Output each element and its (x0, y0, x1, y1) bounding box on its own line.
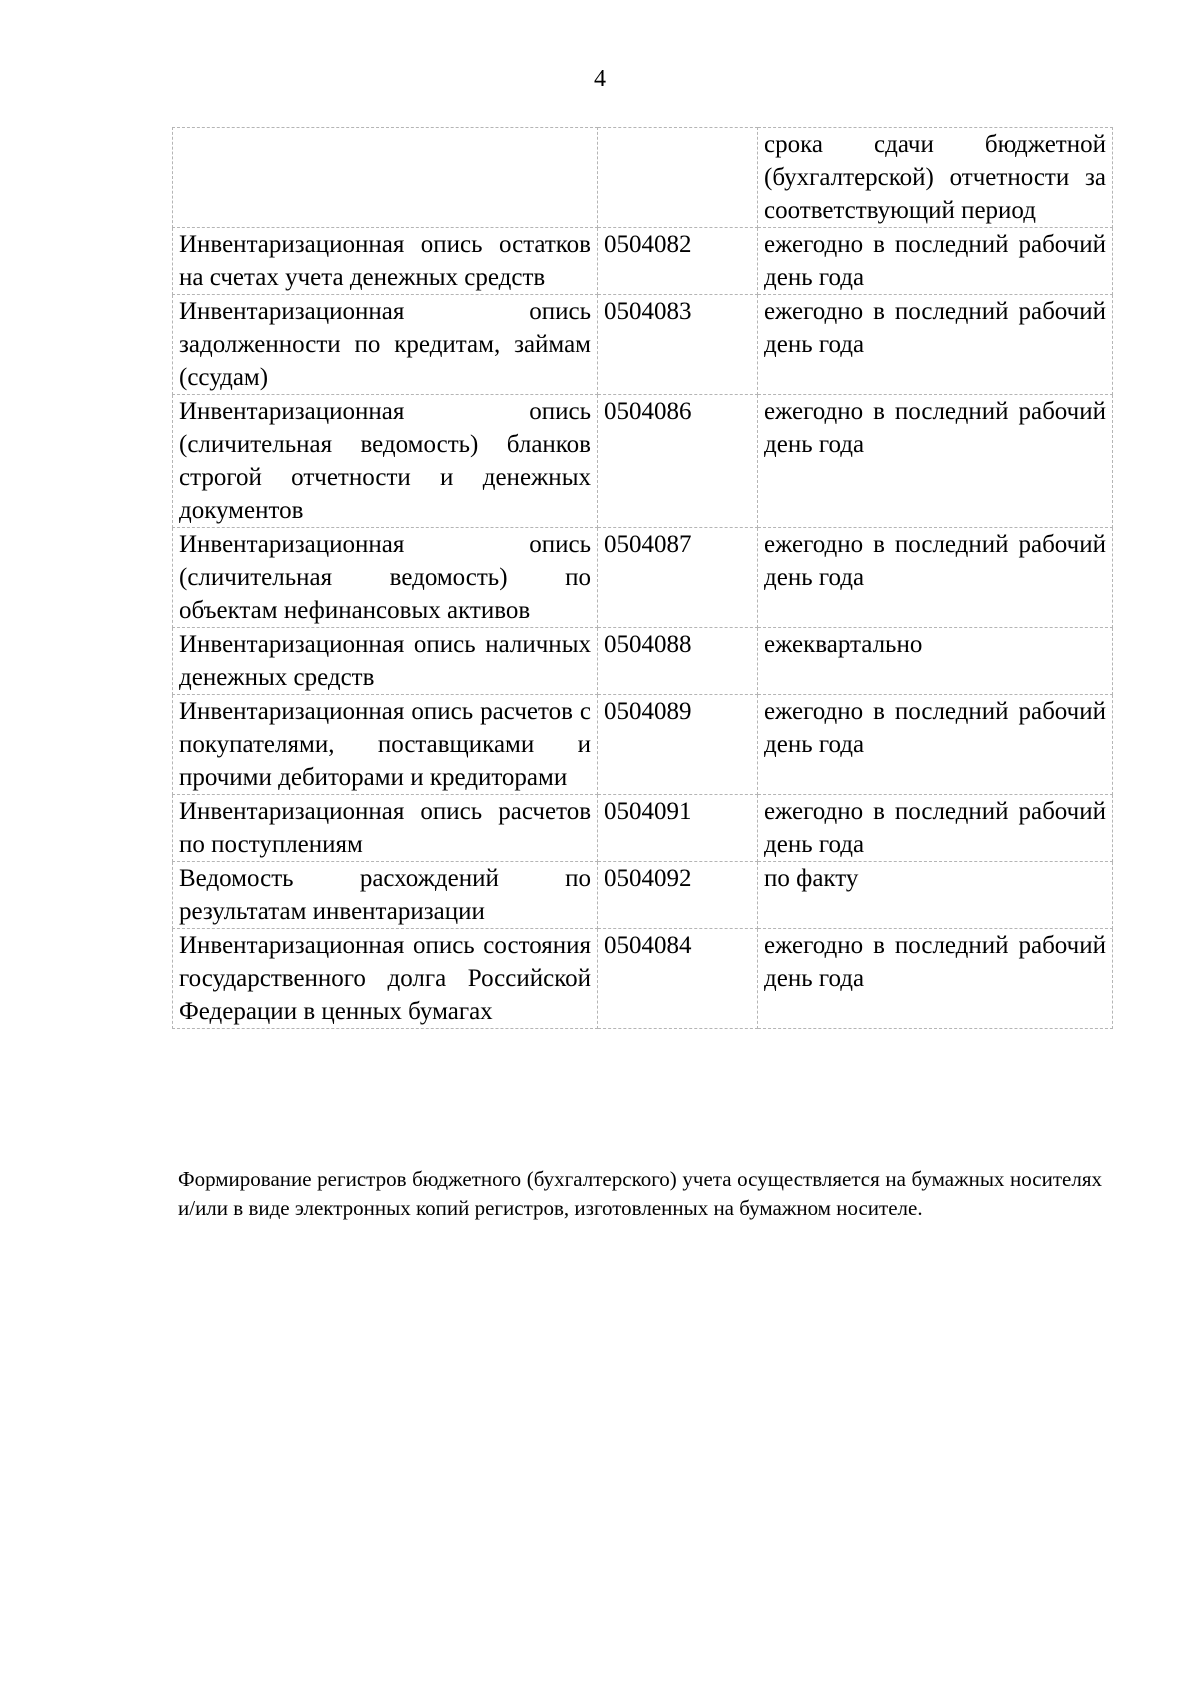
term-cell: ежеквартально (758, 628, 1113, 695)
form-code-cell: 0504088 (598, 628, 758, 695)
form-code-cell: 0504092 (598, 862, 758, 929)
table-row (173, 128, 1113, 228)
register-name-cell: Инвентаризационная опись (сличительная ведомость) бланков строгой отчетности и денежных документов (173, 395, 598, 528)
register-schedule-table (172, 127, 1113, 1029)
register-name-cell: Инвентаризационная опись наличных денежных средств (173, 628, 598, 695)
term-cell: ежегодно в последний рабочий день года (758, 695, 1113, 795)
term-cell: срока сдачи бюджетной (бухгалтерской) отчетности за соответствующий период (758, 128, 1113, 228)
term-cell: по факту (758, 862, 1113, 929)
form-code-cell: 0504082 (598, 228, 758, 295)
register-name-cell (173, 128, 598, 228)
table-row (173, 528, 1113, 628)
table-row (173, 862, 1113, 929)
footer-note: Формирование регистров бюджетного (бухгалтерского) учета осуществляется на бумажных носителях и/или в виде электронных копий регистров, изготовленных на бумажном носителе. (178, 1167, 1102, 1220)
table-row (173, 628, 1113, 695)
register-name-cell: Ведомость расхождений по результатам инвентаризации (173, 862, 598, 929)
form-code-cell: 0504086 (598, 395, 758, 528)
table-row (173, 795, 1113, 862)
register-name-cell: Инвентаризационная опись расчетов по поступлениям (173, 795, 598, 862)
register-name-cell: Инвентаризационная опись (сличительная ведомость) по объектам нефинансовых активов (173, 528, 598, 628)
form-code-cell: 0504087 (598, 528, 758, 628)
term-cell: ежегодно в последний рабочий день года (758, 395, 1113, 528)
term-cell: ежегодно в последний рабочий день года (758, 929, 1113, 1029)
form-code-cell: 0504083 (598, 295, 758, 395)
form-code-cell: 0504091 (598, 795, 758, 862)
register-name-cell: Инвентаризационная опись расчетов с покупателями, поставщиками и прочими дебиторами и кредиторами (173, 695, 598, 795)
term-cell: ежегодно в последний рабочий день года (758, 295, 1113, 395)
term-cell: ежегодно в последний рабочий день года (758, 228, 1113, 295)
form-code-cell: 0504084 (598, 929, 758, 1029)
page-number: 4 (594, 66, 606, 92)
table-row (173, 695, 1113, 795)
table-row (173, 228, 1113, 295)
register-name-cell: Инвентаризационная опись задолженности по кредитам, займам (ссудам) (173, 295, 598, 395)
table-row (173, 929, 1113, 1029)
term-cell: ежегодно в последний рабочий день года (758, 795, 1113, 862)
form-code-cell (598, 128, 758, 228)
register-name-cell: Инвентаризационная опись состояния государственного долга Российской Федерации в ценных бумагах (173, 929, 598, 1029)
table-row (173, 295, 1113, 395)
form-code-cell: 0504089 (598, 695, 758, 795)
term-cell: ежегодно в последний рабочий день года (758, 528, 1113, 628)
table-row (173, 395, 1113, 528)
register-name-cell: Инвентаризационная опись остатков на счетах учета денежных средств (173, 228, 598, 295)
